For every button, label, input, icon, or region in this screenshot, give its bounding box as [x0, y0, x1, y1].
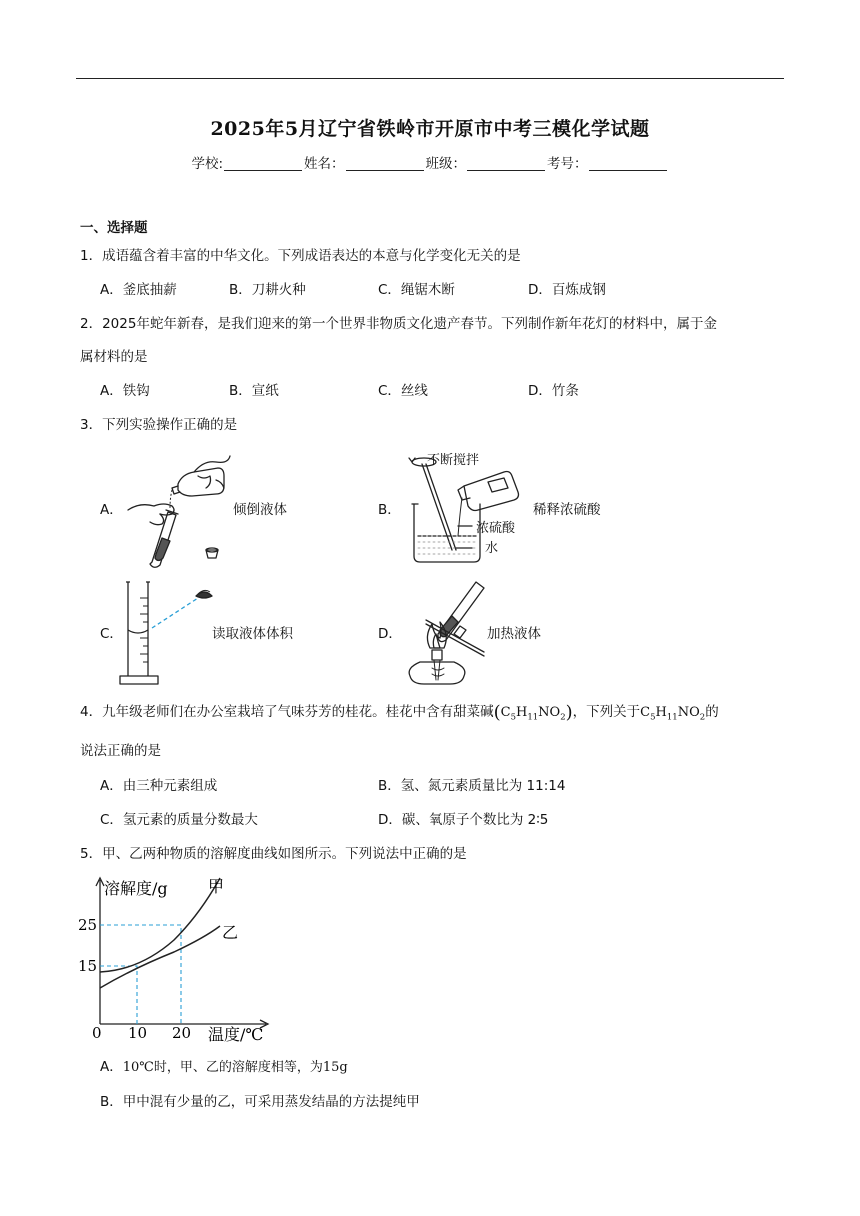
q5-option-b[interactable]: B．甲中混有少量的乙，可采用蒸发结晶的方法提纯甲	[100, 1094, 420, 1110]
solubility-chart	[74, 872, 274, 1044]
student-info-line	[0, 152, 860, 172]
q4-stem-part-b: ，下列关于	[572, 704, 641, 720]
q2-option-a[interactable]: A．铁钩	[100, 383, 150, 399]
q3-option-a-letter[interactable]: A．	[100, 502, 123, 518]
q5-stem: 5．甲、乙两种物质的溶解度曲线如图所示。下列说法中正确的是	[80, 846, 467, 862]
q3-option-a-caption: 倾倒液体	[233, 502, 287, 518]
name-blank[interactable]	[346, 156, 424, 171]
q2-option-c[interactable]: C．丝线	[378, 383, 428, 399]
cylinder-reading-figure	[118, 578, 218, 690]
x-tick-20: 20	[172, 1024, 192, 1042]
q3-b-acid-label: 浓硫酸	[476, 521, 516, 536]
q3-b-stir-label: 不断搅拌	[427, 453, 480, 468]
q3-option-d-letter[interactable]: D．	[378, 626, 402, 642]
q4-stem-part-c: 的	[705, 704, 719, 720]
y-tick-15: 15	[78, 957, 98, 975]
header-rule	[76, 78, 784, 79]
q2-stem-line1: 2．2025年蛇年新春，是我们迎来的第一个世界非物质文化遗产春节。下列制作新年花灯的材料中，属于金	[80, 316, 717, 332]
section-heading: 一、选择题	[80, 220, 148, 236]
number-label: 考号：	[547, 156, 588, 172]
q4-stem-part-a: 4．九年级老师们在办公室栽培了气味芬芳的桂花。桂花中含有甜菜碱	[80, 704, 494, 720]
q4-option-d[interactable]: D．碳、氧原子个数比为 2∶5	[378, 812, 549, 828]
q4-formula-2: $C_5H_{11}NO_2$	[640, 705, 706, 723]
heat-liquid-figure	[396, 576, 496, 688]
guide-15-10	[100, 966, 137, 1024]
q1-option-c[interactable]: C．绳锯木断	[378, 282, 455, 298]
x-tick-0: 0	[92, 1024, 102, 1042]
q3-option-c-letter[interactable]: C．	[100, 626, 123, 642]
pour-liquid-figure	[120, 450, 240, 575]
school-label: 学校:	[191, 156, 224, 172]
q3-option-d-caption: 加热液体	[487, 626, 541, 642]
q3-option-b-caption: 稀释浓硫酸	[533, 502, 601, 518]
q3-option-b-letter[interactable]: B．	[378, 502, 401, 518]
series-yi-curve	[100, 926, 220, 988]
guide-25-20	[100, 925, 181, 1024]
series-jia-label: 甲	[208, 877, 225, 896]
chart-ylabel: 溶解度/g	[104, 879, 168, 898]
q3-option-c-caption: 读取液体体积	[212, 626, 293, 642]
number-blank[interactable]	[589, 156, 667, 171]
q1-option-b[interactable]: B．刀耕火种	[229, 282, 306, 298]
q1-stem: 1．成语蕴含着丰富的中华文化。下列成语表达的本意与化学变化无关的是	[80, 248, 521, 264]
chart-xlabel: 温度/℃	[208, 1025, 264, 1044]
q4-paren-open: (	[493, 702, 501, 723]
q4-option-a[interactable]: A．由三种元素组成	[100, 778, 218, 794]
q4-option-b[interactable]: B．氢、氮元素质量比为 11:14	[378, 778, 566, 794]
q2-option-b[interactable]: B．宣纸	[229, 383, 279, 399]
series-yi-label: 乙	[222, 923, 239, 942]
x-tick-10: 10	[128, 1024, 148, 1042]
name-label: 姓名：	[304, 156, 345, 172]
q4-option-c[interactable]: C．氢元素的质量分数最大	[100, 812, 258, 828]
q4-formula-1: $C_5H_{11}NO_2$	[500, 705, 566, 723]
q2-option-d[interactable]: D．竹条	[528, 383, 579, 399]
q4-stem-line2: 说法正确的是	[80, 743, 161, 759]
class-blank[interactable]	[467, 156, 545, 171]
class-label: 班级：	[425, 156, 467, 172]
exam-title: 2025年5月辽宁省铁岭市开原市中考三模化学试题	[210, 118, 650, 140]
school-blank[interactable]	[224, 156, 302, 171]
q1-option-a[interactable]: A．釜底抽薪	[100, 282, 177, 298]
q3-b-water-label: 水	[485, 541, 499, 556]
q4-paren-close: )	[565, 702, 573, 723]
q5-option-a[interactable]: A．10℃时，甲、乙的溶解度相等，为15g	[100, 1059, 348, 1075]
q1-option-d[interactable]: D．百炼成钢	[528, 282, 606, 298]
q2-stem-line2: 属材料的是	[80, 349, 148, 365]
q3-stem: 3．下列实验操作正确的是	[80, 417, 238, 433]
y-tick-25: 25	[78, 916, 98, 934]
q4-stem-line1	[80, 703, 719, 727]
